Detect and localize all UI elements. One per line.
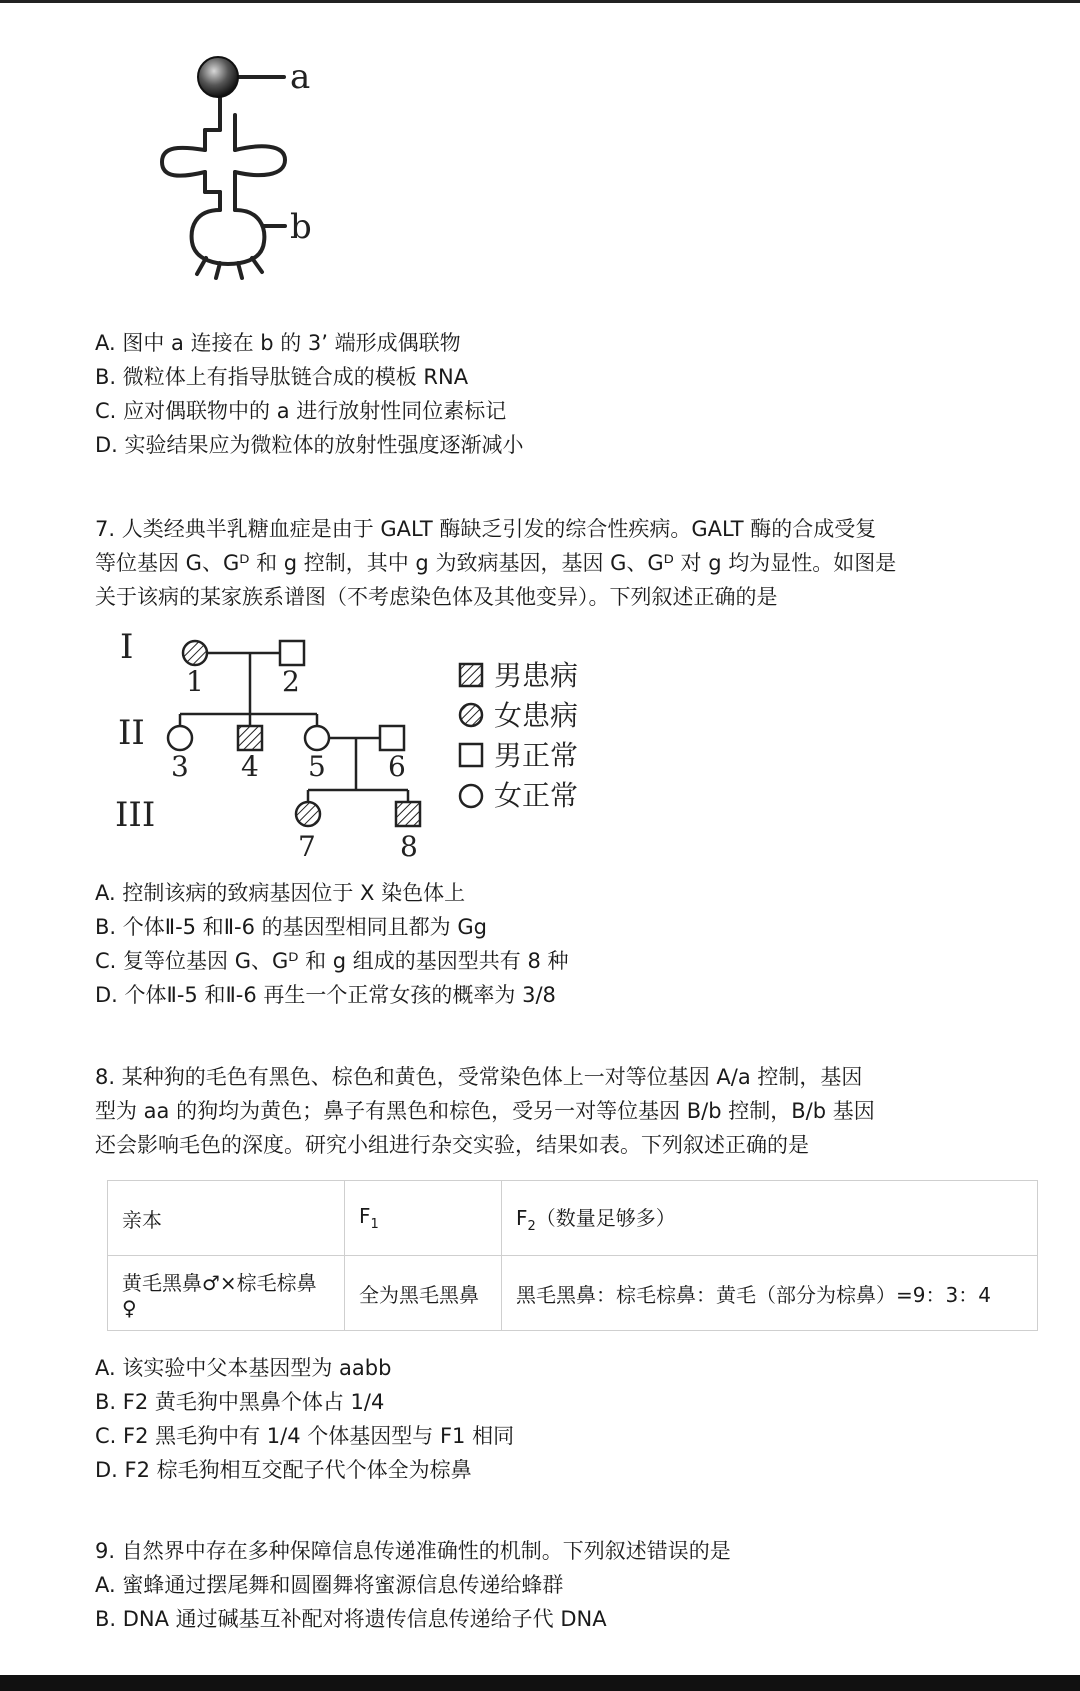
bottom-border — [0, 1675, 1080, 1691]
individual-6: 6 — [388, 750, 406, 783]
header-f1: $F_1$ — [345, 1181, 502, 1256]
q8-stem-line-3: 还会影响毛色的深度。研究小组进行杂交实验，结果如表。下列叙述正确的是 — [95, 1133, 809, 1157]
individual-7: 7 — [298, 830, 316, 863]
table-row — [108, 1256, 1038, 1331]
top-border — [0, 0, 1080, 3]
q8-options — [95, 1351, 1005, 1487]
legend-male-normal: 男正常 — [494, 739, 579, 772]
pedigree-chart — [110, 628, 430, 868]
individual-1: 1 — [186, 665, 204, 698]
cell-parents: 黄毛黑鼻♂×棕毛棕鼻♀ — [108, 1256, 345, 1331]
q7-stem-line-2: 等位基因 G、Gᴰ 和 g 控制，其中 g 为致病基因，基因 G、Gᴰ 对 g 均为显性。如图是 — [95, 551, 897, 575]
q7-option-d: D. 个体Ⅱ-5 和Ⅱ-6 再生一个正常女孩的概率为 3/8 — [95, 983, 556, 1007]
cell-f2: 黑毛黑鼻：棕毛棕鼻：黄毛（部分为棕鼻）=9：3：4 — [502, 1256, 1038, 1331]
q6-option-a: A. 图中 a 连接在 b 的 3’ 端形成偶联物 — [95, 331, 461, 355]
legend-male-affected: 男患病 — [494, 659, 579, 692]
q8-option-a: A. 该实验中父本基因型为 aabb — [95, 1356, 392, 1380]
q6-option-c: C. 应对偶联物中的 a 进行放射性同位素标记 — [95, 399, 507, 423]
q7-options — [95, 876, 1005, 1012]
q7-stem-line-1: 7. 人类经典半乳糖血症是由于 GALT 酶缺乏引发的综合性疾病。GALT 酶的合成受复 — [95, 517, 877, 541]
pedigree-legend — [458, 654, 598, 824]
individual-4: 4 — [241, 750, 259, 783]
q9-option-b: B. DNA 通过碱基互补配对将遗传信息传递给子代 DNA — [95, 1607, 607, 1631]
q8-option-b: B. F2 黄毛狗中黑鼻个体占 1/4 — [95, 1390, 385, 1414]
legend-female-affected: 女患病 — [494, 699, 579, 732]
q6-option-d: D. 实验结果应为微粒体的放射性强度逐渐减小 — [95, 433, 524, 457]
q7-option-b: B. 个体Ⅱ-5 和Ⅱ-6 的基因型相同且都为 Gg — [95, 915, 487, 939]
q8-stem-line-1: 8. 某种狗的毛色有黑色、棕色和黄色，受常染色体上一对等位基因 A/a 控制，基因 — [95, 1065, 863, 1089]
q6-options — [95, 326, 1005, 462]
table-header-row — [108, 1181, 1038, 1256]
q8-option-c: C. F2 黑毛狗中有 1/4 个体基因型与 F1 相同 — [95, 1424, 515, 1448]
trna-diagram — [150, 50, 530, 290]
header-f2-note: （数量足够多） — [535, 1206, 676, 1230]
q9 — [95, 1534, 1005, 1636]
q6-option-b: B. 微粒体上有指导肽链合成的模板 RNA — [95, 365, 469, 389]
q8-stem-line-2: 型为 aa 的狗均为黄色；鼻子有黑色和棕色，受另一对等位基因 B/b 控制，B/b 基因 — [95, 1099, 875, 1123]
cross-result-table — [107, 1180, 1038, 1331]
q8-stem — [95, 1060, 1005, 1162]
cell-f1: 全为黑毛黑鼻 — [345, 1256, 502, 1331]
q7-option-a: A. 控制该病的致病基因位于 X 染色体上 — [95, 881, 466, 905]
header-parents: 亲本 — [108, 1181, 345, 1256]
generation-i: I — [120, 627, 134, 667]
q7-stem-line-3: 关于该病的某家族系谱图（不考虑染色体及其他变异）。下列叙述正确的是 — [95, 585, 778, 609]
q9-stem: 9. 自然界中存在多种保障信息传递准确性的机制。下列叙述错误的是 — [95, 1539, 731, 1563]
individual-8: 8 — [400, 830, 418, 863]
legend-female-normal: 女正常 — [494, 779, 579, 812]
q7-stem — [95, 512, 1005, 614]
header-f2: $F_2$（数量足够多） — [502, 1181, 1038, 1256]
q9-option-a: A. 蜜蜂通过摆尾舞和圆圈舞将蜜源信息传递给蜂群 — [95, 1573, 564, 1597]
generation-iii: III — [115, 795, 156, 835]
q8-option-d: D. F2 棕毛狗相互交配子代个体全为棕鼻 — [95, 1458, 472, 1482]
generation-ii: II — [118, 713, 145, 753]
individual-2: 2 — [282, 665, 300, 698]
individual-3: 3 — [171, 750, 189, 783]
individual-5: 5 — [308, 750, 326, 783]
label-b: b — [290, 207, 312, 247]
label-a: a — [290, 57, 311, 97]
q7-option-c: C. 复等位基因 G、Gᴰ 和 g 组成的基因型共有 8 种 — [95, 949, 569, 973]
